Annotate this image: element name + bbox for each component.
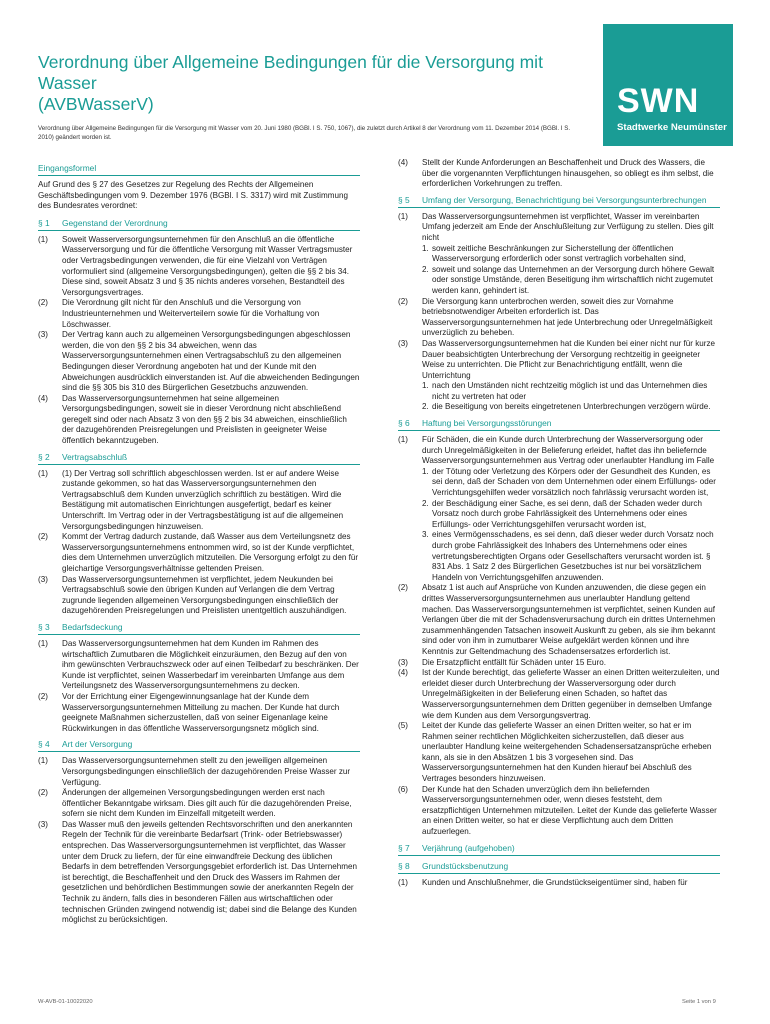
paragraph: (6) Der Kunde hat den Schaden unverzüglich dem ihn beliefernden Wasserversorgungsunternehmen oder, wenn dieses feststeht, dem ersatzpflichtigen Unternehmen mitzuteilen. Leitet der Kunde das gelieferte Wasser an einen Dritten weiter, so hat er diese Verpflichtung auch dem Dritten aufzuerlegen. [398,784,717,837]
paragraph: (2) Vor der Errichtung einer Eigengewinnungsanlage hat der Kunde dem Wasserversorgungsunternehmen Mitteilung zu machen. Der Kunde hat durch geeignete Maßnahmen sicherzustellen, daß von seiner Eigenanlage keine Rückwirkungen in das öffentliche Wasserversorgungsnetz möglich sind. [38,691,340,733]
document-title [38,52,558,115]
left-column [38,158,360,926]
page-number: Seite 1 von 9 [682,999,716,1005]
logo-mark: SWN [617,82,700,120]
paragraph: (3) Das Wasserversorgungsunternehmen hat die Kunden bei einer nicht nur für kurze Dauer beabsichtigten Unterbrechung der Versorgung rechtzeitig in geeigneter Weise zu unterrichten. Die Pflicht zur Benachrichtigung entfällt, wenn die Unterrichtung 1. nach den Umständen nicht rechtzeitig möglich ist und das Unternehmen dies nicht zu vertreten hat oder 2. die Beseitigung von bereits eingetretenen Unterbrechungen verzögern würde. [398,339,720,413]
section-heading: § 3 Bedarfsdeckung [38,622,360,635]
paragraph: (3) Das Wasser muß den jeweils geltenden Rechtsvorschriften und den anerkannten Regeln der Technik für die vereinbarte Bedarfsart (Trink- oder Betriebswasser) entsprechen. Das Wasserversorgungsunternehmen ist verpflichtet, das Wasser unter dem Druck zu liefern, der für eine einwandfreie Deckung des üblichen Bedarfs in dem betreffenden Versorgungsgebiet erforderlich ist. Das Unternehmen ist berechtigt, die Beschaffenheit und den Druck des Wassers im Rahmen der gesetzlichen und behördlichen Bestimmungen sowie der anerkannten Regeln der Technik zu ändern, falls dies in besonderen Fällen aus wirtschaftlichen oder technischen Gründen zwingend notwendig ist; dabei sind die Belange des Kunden möglichst zu berücksichtigen. [38,819,357,925]
paragraph: (3) Der Vertrag kann auch zu allgemeinen Versorgungsbedingungen abgeschlossen werden, die von den §§ 2 bis 34 abweichen, wenn das Wasserversorgungsunternehmen einen Vertragsabschluß zu den allgemeinen Bedingungen dieser Verordnung angeboten hat und der Kunde mit den Abweichungen ausdrücklich einverstanden ist. Auf die abweichenden Bedingungen sind die §§ 305 bis 310 des Bürgerlichen Gesetzbuchs anzuwenden. [38,330,360,393]
list-item: 2. der Beschädigung einer Sache, es sei denn, daß der Schaden weder durch Vorsatz noch durch grobe Fahrlässigkeit des Unternehmens oder eines Erfüllungs- oder Verrichtungsgehilfen verursacht worden ist, [422,498,702,529]
title-line-1: Verordnung über Allgemeine Bedingungen für die Versorgung mit Wasser [38,52,543,93]
intro-text: Verordnung über Allgemeine Bedingungen für die Versorgung mit Wasser vom 20. Juni 1980 (BGBl. I S. 750, 1067), die zuletzt durch Artikel 8 der Verordnung vom 11. Dezember 2014 (BGBl. I S. 2010) geändert worden ist. [38,125,571,141]
list-item: 1. soweit zeitliche Beschränkungen zur Sicherstellung der öffentlichen Wasserversorgung erforderlich oder sonst vertraglich vorbehalten sind, [422,243,686,264]
paragraph: (1) Das Wasserversorgungsunternehmen ist verpflichtet, Wasser im vereinbarten Umfang jederzeit am Ende der Anschlußleitung zur Verfügung zu stellen. Dies gilt nicht 1. soweit zeitliche Beschränkungen zur Sicherstellung der öffentlichen Wasserversorgung erforderlich oder sonst vertraglich vorbehalten sind, 2. soweit und solange das Unternehmen an der Versorgung durch höhere Gewalt oder sonstige Umstände, deren Beseitigung ihm wirtschaftlich nicht zugemutet werden kann, gehindert ist. [398,212,720,297]
section-heading: Eingangsformel [38,163,360,176]
paragraph: (1) Für Schäden, die ein Kunde durch Unterbrechung der Wasserversorgung oder durch Unregelmäßigkeiten in der Belieferung erleidet, haftet das ihn beliefernde Wasserversorgungsunternehmen aus Vertrag oder unerlaubter Handlung im Falle 1. der Tötung oder Verletzung des Körpers oder der Gesundheit des Kunden, es sei denn, daß der Schaden von dem Unternehmen oder einem Erfüllungs- oder Verrichtungsgehilfen weder vorsätzlich noch fahrlässig verursacht worden ist, 2. der Beschädigung einer Sache, es sei denn, daß der Schaden weder durch Vorsatz noch durch grobe Fahrlässigkeit des Unternehmens oder eines Erfüllungs- oder Verrichtungsgehilfen verursacht worden ist, 3. eines Vermögensschadens, es sei denn, daß dieser weder durch Vorsatz noch durch grobe Fahrlässigkeit des Inhabers des Unternehmens oder eines vertretungsberechtigten Organs oder Gesellschafters verursacht worden ist. § 831 Abs. 1 Satz 2 des Bürgerlichen Gesetzbuches ist nur bei vorsätzlichem Handeln von Verrichtungsgehilfen anzuwenden. [398,435,720,583]
section-heading: § 4 Art der Versorgung [38,739,360,752]
paragraph: (1) (1) Der Vertrag soll schriftlich abgeschlossen werden. Ist er auf andere Weise zustande gekommen, so hat das Wasserversorgungsunternehmen den Vertragsabschluß dem Kunden unverzüglich schriftlich zu bestätigen. Wird die Bestätigung mit automatischen Einrichtungen ausgefertigt, bedarf es keiner Unterschrift. Im Vertrag oder in der Vertragsbestätigung ist auf die allgemeinen Versorgungsbedingungen hinzuweisen. [38,468,344,531]
right-column [398,158,720,888]
section-heading: § 7 Verjährung (aufgehoben) [398,843,720,856]
paragraph: (2) Änderungen der allgemeinen Versorgungsbedingungen werden erst nach öffentlicher Bekanntgabe wirksam. Dies gilt auch für die dazugehörenden Preise, sofern sie nicht dem Kunden im Einzelfall mitgeteilt werden. [38,788,352,819]
paragraph: (2) Die Verordnung gilt nicht für den Anschluß und die Versorgung von Industrieunternehmen und Weiterverteilern sowie für die Vorhaltung von Löschwasser. [38,298,320,329]
section-heading: § 2 Vertragsabschluß [38,452,360,465]
list-item: 3. eines Vermögensschadens, es sei denn, daß dieser weder durch Vorsatz noch durch grobe Fahrlässigkeit des Inhabers des Unternehmens oder eines vertretungsberechtigten Organs oder Gesellschafters verursacht worden ist. § 831 Abs. 1 Satz 2 des Bürgerlichen Gesetzbuches ist nur bei vorsätzlichem Handeln von Verrichtungsgehilfen anzuwenden. [422,530,714,582]
swn-logo [603,24,733,146]
list-item: 2. die Beseitigung von bereits eingetretenen Unterbrechungen verzögern würde. [422,402,711,412]
list-item: 1. nach den Umständen nicht rechtzeitig möglich ist und das Unternehmen dies nicht zu vertreten hat oder [422,381,708,401]
paragraph: (2) Kommt der Vertrag dadurch zustande, daß Wasser aus dem Verteilungsnetz des Wasserversorgungsunternehmens entnommen wird, so ist der Kunde verpflichtet, dies dem Unternehmen unverzüglich mitzuteilen. Die Versorgung erfolgt zu den für gleichartige Versorgungsverhältnisse geltenden Preisen. [38,532,359,573]
paragraph: (1) Das Wasserversorgungsunternehmen stellt zu den jeweiligen allgemeinen Versorgungsbedingungen einschließlich der dazugehörenden Preise Wasser zur Verfügung. [38,756,351,787]
section-heading: § 5 Umfang der Versorgung, Benachrichtigung bei Versorgungsunterbrechungen [398,195,720,208]
paragraph: (2) Absatz 1 ist auch auf Ansprüche von Kunden anzuwenden, die diese gegen ein drittes Wasserversorgungsunternehmen aus unerlaubter Handlung geltend machen. Das Wasserversorgungsunternehmen ist verpflichtet, seinen Kunden auf Verlangen über die mit der Schadensverursachung durch ein drittes Unternehmen zusammenhängenden Tatsachen insoweit Auskunft zu geben, als sie ihm bekannt sind oder von ihm in zumutbarer Weise aufgeklärt werden können und ihre Kenntnis zur Geltendmachung des Schadensersatzes erforderlich ist. [398,583,716,656]
section-heading: § 1 Gegenstand der Verordnung [38,218,360,231]
paragraph: (4) Das Wasserversorgungsunternehmen hat seine allgemeinen Versorgungsbedingungen, soweit sie in dieser Verordnung nicht abschließend geregelt sind oder nach Absatz 3 von den §§ 2 bis 34 abweichen, einschließlich der dazugehörenden Preisregelungen und Preislisten in geeigneter Weise öffentlich bekanntzugeben. [38,393,347,446]
paragraph: (1) Soweit Wasserversorgungsunternehmen für den Anschluß an die öffentliche Wasserversorgung und für die öffentliche Versorgung mit Wasser Vertragsmuster oder Vertragsbedingungen verwenden, die für eine Vielzahl von Verträgen vorformuliert sind (allgemeine Versorgungsbedingungen), gelten die §§ 2 bis 34. Diese sind, soweit Absatz 3 und § 35 nichts anderes vorsehen, Bestandteil des Versorgungsvertrages. [38,234,353,297]
paragraph: (5) Leitet der Kunde das gelieferte Wasser an einen Dritten weiter, so hat er im Rahmen seiner rechtlichen Möglichkeiten sicherzustellen, daß dieser aus unerlaubter Handlung keine weitergehenden Schadensersatzansprüche erheben kann, als sie in den Absätzen 1 bis 3 vorgesehen sind. Das Wasserversorgungsunternehmen hat den Kunden hierauf bei Abschluß des Vertrages besonders hinzuweisen. [398,721,712,784]
document-code: W-AVB-01-10022020 [38,999,93,1005]
paragraph: (4) Stellt der Kunde Anforderungen an Beschaffenheit und Druck des Wassers, die über die vorgenannten Verpflichtungen hinausgehen, so obliegt es ihm selbst, die erforderlichen Vorkehrungen zu treffen. [398,158,714,189]
section-heading: § 8 Grundstücksbenutzung [398,861,720,874]
paragraph: (3) Das Wasserversorgungsunternehmen ist verpflichtet, jedem Neukunden bei Vertragsabschluß sowie den übrigen Kunden auf Verlangen die dem Vertrag zugrunde liegenden allgemeinen Versorgungsbedingungen einschließlich der dazugehörenden Preisregelungen und Preislisten unentgeltlich auszuhändigen. [38,574,347,616]
paragraph: (4) Ist der Kunde berechtigt, das gelieferte Wasser an einen Dritten weiterzuleiten, und erleidet dieser durch Unterbrechung der Wasserversorgung oder durch Unregelmäßigkeiten in der Belieferung einen Schaden, so haftet das Wasserversorgungsunternehmen dem Dritten gegenüber in demselben Umfange wie dem Kunden aus dem Versorgungsvertrag. [398,668,720,720]
list-item: 1. der Tötung oder Verletzung des Körpers oder der Gesundheit des Kunden, es sei denn, daß der Schaden von dem Unternehmen oder einem Erfüllungs- oder Verrichtungsgehilfen weder vorsätzlich noch fahrlässig verursacht worden ist, [422,466,716,498]
logo-company-name: Stadtwerke Neumünster [617,122,727,133]
paragraph: Auf Grund des § 27 des Gesetzes zur Regelung des Rechts der Allgemeinen Geschäftsbedingungen vom 9. Dezember 1976 (BGBl. I S. 3317) wird mit Zustimmung des Bundesrates verordnet: [38,180,348,211]
paragraph: (3) Die Ersatzpflicht entfällt für Schäden unter 15 Euro. [398,657,607,667]
section-heading: § 6 Haftung bei Versorgungsstörungen [398,418,720,431]
paragraph: (1) Das Wasserversorgungsunternehmen hat dem Kunden im Rahmen des wirtschaftlich Zumutbaren die Möglichkeit einzuräumen, den Bezug auf den von ihm gewünschten Verbrauchszweck oder auf einen Teilbedarf zu beschränken. Der Kunde ist verpflichtet, seinen Wasserbedarf im vereinbarten Umfange aus dem Verteilungsnetz des Wasserversorgungsunternehmens zu decken. [38,638,359,691]
paragraph: (1) Kunden und Anschlußnehmer, die Grundstückseigentümer sind, haben für [398,877,688,887]
title-line-2: (AVBWasserV) [38,94,154,114]
list-item: 2. soweit und solange das Unternehmen an der Versorgung durch höhere Gewalt oder sonstige Umstände, deren Beseitigung ihm wirtschaftlich nicht zugemutet werden kann, gehindert ist. [422,264,715,295]
paragraph: (2) Die Versorgung kann unterbrochen werden, soweit dies zur Vornahme betriebsnotwendiger Arbeiten erforderlich ist. Das Wasserversorgungsunternehmen hat jede Unterbrechung oder Unregelmäßigkeit unverzüglich zu beheben. [398,296,713,338]
